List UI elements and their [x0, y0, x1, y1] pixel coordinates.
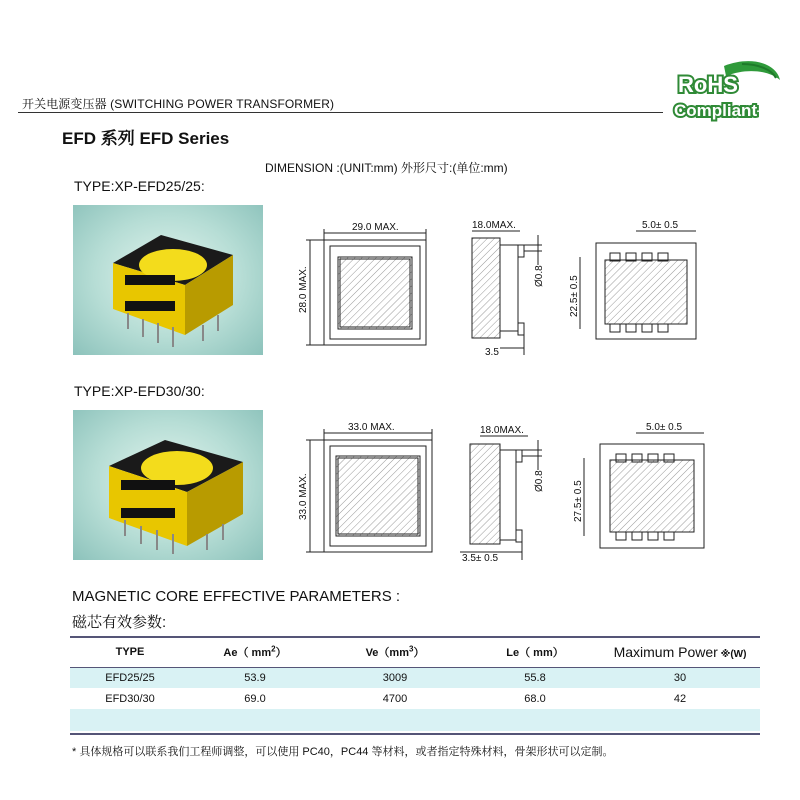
- side-width-label: 18.0MAX.: [480, 425, 524, 436]
- side-width-label: 18.0MAX.: [472, 220, 516, 231]
- pin-length-label: 3.5: [485, 347, 499, 358]
- table-bottom-rule: [70, 733, 760, 735]
- row-spacing-label: 27.5± 0.5: [573, 480, 584, 522]
- pin-pitch-label: 5.0± 0.5: [642, 220, 679, 231]
- product-2-type-label: TYPE:XP-EFD30/30:: [74, 383, 205, 399]
- product-1-dimension-drawing: [280, 205, 730, 365]
- col-le: Le（ mm）: [506, 646, 564, 659]
- side-view: [472, 231, 542, 355]
- col-max-power: Maximum Power ※(W): [613, 643, 747, 660]
- cell-ve: 4700: [382, 692, 408, 705]
- pin-diameter-label: Ø0.8: [534, 265, 545, 287]
- cell-ae: 69.0: [244, 692, 266, 705]
- rohs-compliant-logo: [664, 58, 784, 128]
- rohs-text: RoHS: [678, 72, 738, 97]
- pin-length-label: 3.5± 0.5: [462, 553, 499, 564]
- dimension-note: DIMENSION :(UNIT:mm) 外形尺寸:(单位:mm): [265, 161, 508, 175]
- cell-ae: 53.9: [190, 667, 320, 688]
- footnote: * 具体规格可以联系我们工程师调整，可以使用 PC40，PC44 等材料，或者指定特殊材料，骨架形状可以定制。: [72, 746, 614, 758]
- front-width-label: 33.0 MAX.: [348, 422, 395, 433]
- row-spacing-label: 22.5± 0.5: [569, 275, 580, 317]
- product-2-photo: [73, 410, 263, 560]
- pin-pitch-label: 5.0± 0.5: [646, 422, 683, 433]
- side-view: [460, 436, 542, 560]
- table-row: [70, 667, 760, 688]
- front-height-label: 33.0 MAX.: [298, 473, 309, 520]
- cell-power: 42: [673, 692, 687, 705]
- col-type: TYPE: [115, 645, 145, 658]
- table-top-rule: [70, 636, 760, 638]
- compliant-text: Compliant: [674, 101, 758, 120]
- front-width-label: 29.0 MAX.: [352, 222, 399, 233]
- params-heading-en: MAGNETIC CORE EFFECTIVE PARAMETERS :: [72, 588, 401, 605]
- table-row: [70, 688, 760, 709]
- table-header-row: [70, 636, 760, 667]
- cell-type: EFD25/25: [70, 667, 190, 688]
- front-height-label: 28.0 MAX.: [298, 266, 309, 313]
- cell-ve: 3009: [320, 667, 470, 688]
- header-divider: [18, 112, 663, 113]
- cell-type: EFD30/30: [105, 692, 155, 705]
- pin-diameter-label: Ø0.8: [534, 470, 545, 492]
- bottom-view: [580, 231, 696, 339]
- table-row-empty: [70, 709, 760, 731]
- bottom-view: [584, 433, 704, 548]
- core-parameters-table: [70, 636, 760, 731]
- table-header-rule: [70, 667, 760, 668]
- params-heading-cn: 磁芯有效参数:: [72, 614, 167, 631]
- cell-le: 55.8: [470, 667, 600, 688]
- cell-le: 68.0: [524, 692, 546, 705]
- front-view: [306, 429, 432, 552]
- col-ve: $Ve(mm^3)$: [365, 643, 425, 659]
- product-1-type-label: TYPE:XP-EFD25/25:: [74, 178, 205, 194]
- col-ae: Ae（ $mm^2$）: [223, 643, 287, 659]
- page-header-title: 开关电源变压器 (SWITCHING POWER TRANSFORMER): [22, 97, 335, 111]
- cell-power: 30: [600, 667, 760, 688]
- product-1-photo: [73, 205, 263, 355]
- product-2-dimension-drawing: [280, 410, 730, 570]
- front-view: [306, 229, 426, 345]
- series-title: EFD 系列 EFD Series: [62, 129, 230, 148]
